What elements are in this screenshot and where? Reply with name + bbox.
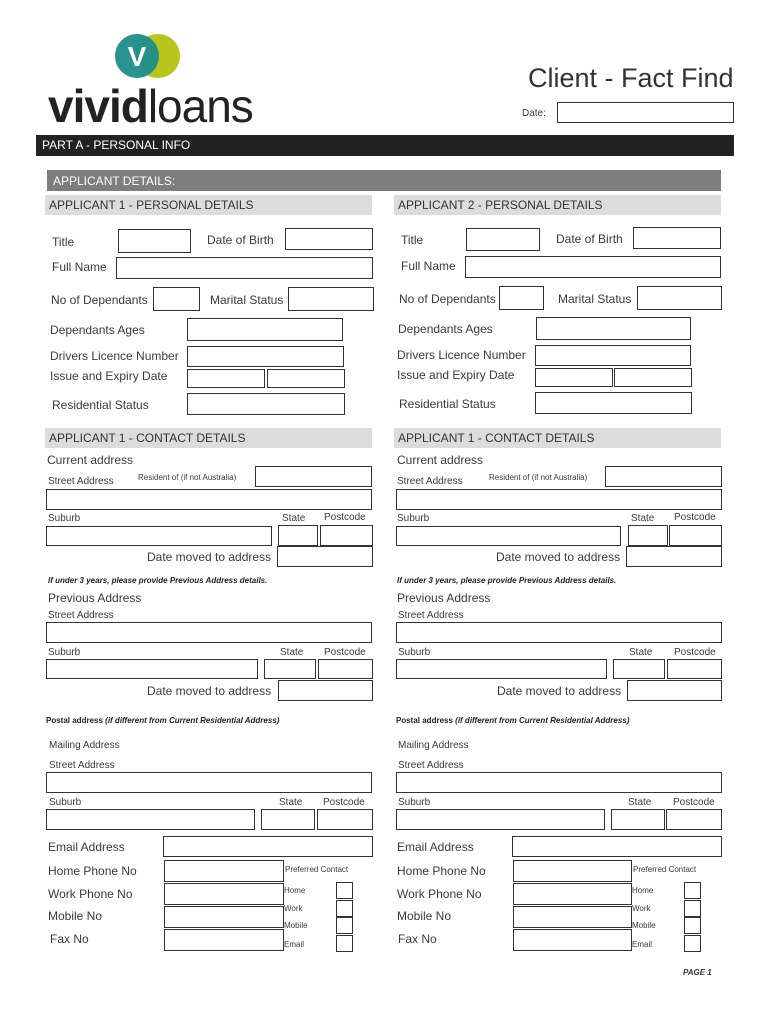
a1-prev-date-moved-field[interactable]	[278, 680, 373, 701]
applicant2-personal-heading: APPLICANT 2 - PERSONAL DETAILS	[394, 195, 721, 215]
a2-prev-suburb-field[interactable]	[396, 659, 607, 679]
logo-word-vivid: vivid	[48, 80, 148, 132]
date-label: Date:	[522, 108, 546, 119]
a2-email-field[interactable]	[512, 836, 722, 857]
a2-title-label: Title	[401, 233, 424, 247]
a2-prev-suburb-label: Suburb	[398, 647, 431, 658]
a2-street-field[interactable]	[396, 489, 722, 510]
a1-work-phone-field[interactable]	[164, 883, 284, 905]
a2-date-moved-label: Date moved to address	[496, 550, 621, 564]
page-title: Client - Fact Find	[528, 63, 734, 93]
a2-prev-date-moved-label: Date moved to address	[497, 684, 622, 698]
a1-pc-work-checkbox[interactable]	[336, 900, 353, 917]
a1-marital-label: Marital Status	[210, 293, 284, 307]
logo-letter: V	[127, 41, 147, 72]
a1-prev-street-label: Street Address	[48, 610, 114, 621]
a1-suburb-field[interactable]	[46, 526, 272, 546]
a1-fax-field[interactable]	[164, 929, 284, 951]
a1-dob-label: Date of Birth	[207, 233, 274, 247]
a2-home-phone-field[interactable]	[513, 860, 632, 882]
a1-resident-of-label: Resident of (if not Australia)	[138, 473, 237, 482]
a2-previous-address-label: Previous Address	[397, 591, 491, 605]
a2-dependants-ages-field[interactable]	[536, 317, 691, 340]
a1-issue-expiry-label: Issue and Expiry Date	[50, 369, 168, 383]
a2-mail-street-label: Street Address	[398, 760, 464, 771]
a1-title-field[interactable]	[118, 229, 191, 253]
a2-pc-work-label: Work	[632, 904, 651, 913]
applicant-details-label: APPLICANT DETAILS:	[53, 174, 176, 188]
a2-postcode-field[interactable]	[669, 525, 722, 546]
a1-prev-state-label: State	[280, 647, 304, 658]
a1-mail-postcode-field[interactable]	[317, 809, 373, 830]
a2-fullname-label: Full Name	[401, 259, 456, 273]
a2-fax-field[interactable]	[513, 929, 632, 951]
a1-postcode-field[interactable]	[320, 525, 373, 546]
a2-licence-field[interactable]	[535, 345, 691, 366]
a1-state-field[interactable]	[278, 525, 318, 546]
a1-dependants-ages-label: Dependants Ages	[50, 323, 145, 337]
a2-date-moved-field[interactable]	[626, 546, 722, 567]
a1-pc-home-label: Home	[284, 886, 306, 895]
applicant-details-banner	[47, 170, 721, 191]
a1-if-under-note: If under 3 years, please provide Previous Address details.	[48, 576, 268, 585]
a1-mail-suburb-field[interactable]	[46, 809, 255, 830]
a2-fullname-field[interactable]	[465, 256, 721, 278]
a1-mail-state-label: State	[279, 797, 303, 808]
a1-pc-email-label: Email	[284, 940, 305, 949]
a2-licence-label: Drivers Licence Number	[397, 348, 526, 362]
a1-prev-street-field[interactable]	[46, 622, 372, 643]
a1-resident-of-field[interactable]	[255, 466, 372, 487]
a2-prev-postcode-label: Postcode	[674, 647, 716, 658]
a2-prev-postcode-field[interactable]	[667, 659, 722, 679]
a2-mail-postcode-label: Postcode	[673, 797, 715, 808]
a2-pc-mobile-label: Mobile	[632, 921, 656, 930]
a2-pc-home-label: Home	[632, 886, 654, 895]
a2-current-address-label: Current address	[397, 453, 484, 467]
a1-dob-field[interactable]	[285, 228, 373, 250]
a1-dependants-ages-field[interactable]	[187, 318, 343, 341]
a2-state-field[interactable]	[628, 525, 668, 546]
applicant1-contact-heading: APPLICANT 1 - CONTACT DETAILS	[45, 428, 372, 448]
a1-street-field[interactable]	[46, 489, 372, 510]
a1-home-phone-label: Home Phone No	[48, 864, 137, 878]
a1-title-label: Title	[52, 235, 75, 249]
a2-mail-street-field[interactable]	[396, 772, 722, 793]
a2-dob-label: Date of Birth	[556, 232, 623, 246]
a2-mobile-field[interactable]	[513, 906, 632, 928]
a1-mailing-label: Mailing Address	[49, 740, 120, 751]
a1-pc-email-checkbox[interactable]	[336, 935, 353, 952]
a1-current-address-label: Current address	[47, 453, 134, 467]
a2-email-label: Email Address	[397, 840, 474, 854]
a1-pc-work-label: Work	[284, 904, 303, 913]
a1-date-moved-field[interactable]	[277, 546, 373, 567]
a1-fax-label: Fax No	[50, 932, 89, 946]
a2-mail-suburb-label: Suburb	[398, 797, 431, 808]
a1-issue-date-field[interactable]	[187, 369, 265, 388]
a2-dependants-ages-label: Dependants Ages	[398, 322, 493, 336]
a1-suburb-label: Suburb	[48, 513, 81, 524]
a2-mail-postcode-field[interactable]	[666, 809, 722, 830]
a1-residential-label: Residential Status	[52, 398, 149, 412]
a1-state-label: State	[282, 513, 306, 524]
a2-prev-street-field[interactable]	[396, 622, 722, 643]
a2-street-label: Street Address	[397, 476, 463, 487]
a2-suburb-label: Suburb	[397, 513, 430, 524]
a2-postcode-label: Postcode	[674, 512, 716, 523]
applicant2-contact-heading: APPLICANT 1 - CONTACT DETAILS	[394, 428, 721, 448]
a2-resident-of-label: Resident of (if not Australia)	[489, 473, 588, 482]
a2-pc-home-checkbox[interactable]	[684, 882, 701, 899]
a2-prev-street-label: Street Address	[398, 610, 464, 621]
a2-mobile-label: Mobile No	[397, 909, 452, 923]
a2-prev-state-label: State	[629, 647, 653, 658]
a1-email-label: Email Address	[48, 840, 125, 854]
a2-home-phone-label: Home Phone No	[397, 864, 486, 878]
a1-date-moved-label: Date moved to address	[147, 550, 272, 564]
a2-mail-state-field[interactable]	[611, 809, 665, 830]
a1-prev-suburb-field[interactable]	[46, 659, 258, 679]
a1-mobile-label: Mobile No	[48, 909, 103, 923]
a1-pc-mobile-checkbox[interactable]	[336, 917, 353, 934]
a1-fullname-label: Full Name	[52, 260, 107, 274]
part-a-label: PART A - PERSONAL INFO	[42, 138, 191, 152]
a2-dependants-field[interactable]	[499, 286, 544, 310]
date-field[interactable]	[557, 102, 734, 123]
a1-prev-postcode-label: Postcode	[324, 647, 366, 658]
a2-pc-mobile-checkbox[interactable]	[684, 917, 701, 934]
a1-residential-field[interactable]	[187, 393, 345, 415]
a2-residential-field[interactable]	[535, 392, 692, 414]
page-number: PAGE 1	[683, 968, 712, 977]
a1-postcode-label: Postcode	[324, 512, 366, 523]
logo-word-loans: loans	[147, 80, 253, 132]
part-a-banner	[36, 135, 734, 156]
a2-postal-note: Postal address (if different from Current Residential Address)	[396, 716, 630, 725]
a1-work-phone-label: Work Phone No	[48, 887, 133, 901]
a2-title-field[interactable]	[466, 228, 540, 251]
a2-issue-expiry-label: Issue and Expiry Date	[397, 368, 515, 382]
a2-dob-field[interactable]	[633, 227, 721, 249]
a2-if-under-note: If under 3 years, please provide Previous Address details.	[397, 576, 617, 585]
applicant1-personal-heading: APPLICANT 1 - PERSONAL DETAILS	[45, 195, 372, 215]
a1-prev-state-field[interactable]	[264, 659, 316, 679]
a2-marital-field[interactable]	[637, 286, 722, 310]
a2-fax-label: Fax No	[398, 932, 437, 946]
a2-issue-date-field[interactable]	[535, 368, 613, 387]
a1-email-field[interactable]	[163, 836, 373, 857]
a2-preferred-contact-label: Preferred Contact	[633, 865, 697, 874]
a1-pc-mobile-label: Mobile	[284, 921, 308, 930]
a1-previous-address-label: Previous Address	[48, 591, 142, 605]
a1-mail-suburb-label: Suburb	[49, 797, 82, 808]
a2-pc-work-checkbox[interactable]	[684, 900, 701, 917]
a1-pc-home-checkbox[interactable]	[336, 882, 353, 899]
a2-dependants-label: No of Dependants	[399, 292, 496, 306]
a1-dependants-field[interactable]	[153, 287, 200, 311]
a1-mail-postcode-label: Postcode	[323, 797, 365, 808]
a2-prev-date-moved-field[interactable]	[627, 680, 722, 701]
a2-marital-label: Marital Status	[558, 292, 632, 306]
a1-prev-date-moved-label: Date moved to address	[147, 684, 272, 698]
a2-expiry-date-field[interactable]	[614, 368, 692, 387]
a1-home-phone-field[interactable]	[164, 860, 284, 882]
a2-resident-of-field[interactable]	[605, 466, 722, 487]
a2-pc-email-label: Email	[632, 940, 653, 949]
a1-mail-street-field[interactable]	[46, 772, 372, 793]
a1-mail-street-label: Street Address	[49, 760, 115, 771]
a1-fullname-field[interactable]	[116, 257, 373, 279]
a2-residential-label: Residential Status	[399, 397, 496, 411]
a1-prev-postcode-field[interactable]	[318, 659, 373, 679]
a1-prev-suburb-label: Suburb	[48, 647, 81, 658]
a1-licence-field[interactable]	[187, 346, 344, 367]
logo	[48, 30, 268, 132]
a1-mail-state-field[interactable]	[261, 809, 315, 830]
a2-state-label: State	[631, 513, 655, 524]
a2-prev-state-field[interactable]	[613, 659, 665, 679]
a1-preferred-contact-label: Preferred Contact	[285, 865, 349, 874]
a2-mail-suburb-field[interactable]	[396, 809, 605, 830]
a1-marital-field[interactable]	[288, 287, 374, 311]
a1-dependants-label: No of Dependants	[51, 293, 148, 307]
a1-postal-note: Postal address (if different from Current Residential Address)	[46, 716, 280, 725]
a2-work-phone-field[interactable]	[513, 883, 632, 905]
a1-expiry-date-field[interactable]	[267, 369, 345, 388]
logo-mark-icon	[110, 32, 185, 82]
a2-suburb-field[interactable]	[396, 526, 621, 546]
a2-work-phone-label: Work Phone No	[397, 887, 482, 901]
a1-mobile-field[interactable]	[164, 906, 284, 928]
a1-street-label: Street Address	[48, 476, 114, 487]
a2-mail-state-label: State	[628, 797, 652, 808]
a2-mailing-label: Mailing Address	[398, 740, 469, 751]
a1-licence-label: Drivers Licence Number	[50, 349, 179, 363]
a2-pc-email-checkbox[interactable]	[684, 935, 701, 952]
